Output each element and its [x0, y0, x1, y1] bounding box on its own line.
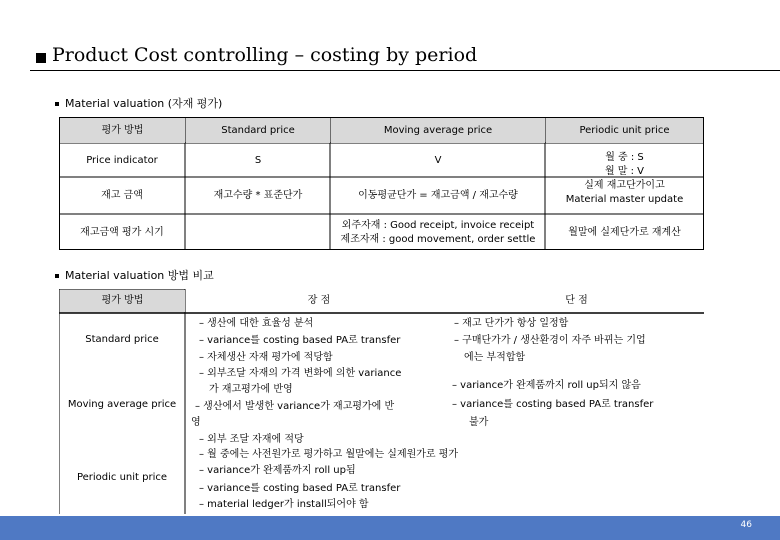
header-moving-average: Moving average price — [331, 118, 545, 143]
comparison-header-pros: 장 점 — [307, 295, 331, 306]
title-divider — [30, 70, 780, 71]
stock-value-label: 재고 금액 — [101, 190, 143, 201]
periodic-description — [546, 144, 703, 214]
header-standard-price: Standard price — [186, 118, 330, 143]
cons-line: – variance를 costing based PA로 transfer — [452, 399, 654, 410]
page-title: Product Cost controlling – costing by period — [52, 44, 478, 66]
timing-moving-line1: 외주자재 : Good receipt, invoice receipt — [341, 219, 535, 231]
timing-moving-line2: 제조자재 : good movement, order settle — [340, 233, 536, 245]
price-indicator-label: Price indicator — [86, 154, 158, 166]
stock-value-moving: 이동평균단가 = 재고금액 / 재고수량 — [358, 190, 518, 201]
header-method: 평가 방법 — [60, 118, 185, 143]
method-moving-average: Moving average price — [67, 399, 177, 410]
periodic-line: 월 중 : S — [605, 152, 644, 163]
pros-line: – variance를 costing based PA로 transfer — [199, 483, 401, 494]
cons-line: – 재고 단가가 항상 일정함 — [454, 318, 569, 329]
pros-line: – 생산에서 발생한 variance가 재고평가에 반 — [195, 401, 395, 412]
pros-line: – 외부 조달 자재에 적당 — [199, 434, 304, 445]
periodic-line: Material master update — [565, 194, 684, 205]
pros-line: 영 — [191, 417, 201, 428]
pros-line: 가 재고평가에 반영 — [209, 384, 293, 395]
pros-line: – 외부조달 자재의 가격 변화에 의한 variance — [199, 368, 402, 379]
bullet-icon — [55, 102, 59, 106]
page-number: 46 — [740, 520, 752, 530]
footer-bar — [0, 516, 780, 540]
price-indicator-moving: V — [434, 154, 442, 166]
pros-line: – 자체생산 자재 평가에 적당함 — [199, 352, 333, 363]
header-periodic-unit: Periodic unit price — [546, 118, 703, 143]
stock-value-standard: 재고수량 * 표준단가 — [213, 190, 303, 201]
method-periodic-unit: Periodic unit price — [76, 472, 168, 483]
section2-heading — [55, 267, 214, 283]
comparison-header-method: 평가 방법 — [60, 290, 185, 312]
cons-line: – 구매단가가 / 생산환경이 자주 바뀌는 기업 — [454, 335, 646, 346]
section2-heading-text: Material valuation 방법 비교 — [65, 269, 214, 282]
pros-line: – variance가 완제품까지 roll up됨 — [199, 465, 356, 476]
price-indicator-standard: S — [254, 154, 262, 166]
comparison-table — [59, 289, 704, 514]
bullet-icon — [55, 274, 59, 278]
pros-line: – 생산에 대한 효율성 분석 — [199, 318, 314, 329]
title-area — [36, 44, 742, 70]
valuation-table — [59, 117, 704, 250]
section1-heading-text: Material valuation (자재 평가) — [65, 97, 223, 110]
pros-line: – variance를 costing based PA로 transfer — [199, 335, 401, 346]
timing-moving — [331, 215, 545, 250]
method-standard-price: Standard price — [85, 334, 159, 345]
comparison-header-cons: 단 점 — [565, 295, 588, 306]
periodic-line: 실제 재고단가이고 — [584, 180, 665, 191]
section1-heading — [55, 95, 222, 111]
pros-line: – material ledger가 install되어야 함 — [199, 499, 369, 510]
timing-label: 재고금액 평가 시기 — [80, 226, 164, 238]
cons-line: – variance가 완제품까지 roll up되지 않음 — [452, 380, 641, 391]
cons-line: 에는 부적합함 — [464, 352, 526, 363]
pros-line: – 월 중에는 사전원가로 평가하고 월말에는 실제원가로 평가 — [199, 449, 459, 460]
periodic-timing: 월말에 실제단가로 재계산 — [568, 226, 681, 238]
periodic-line: 월 말 : V — [604, 166, 645, 177]
square-bullet-icon — [36, 53, 46, 63]
cons-line: 불가 — [469, 417, 489, 428]
